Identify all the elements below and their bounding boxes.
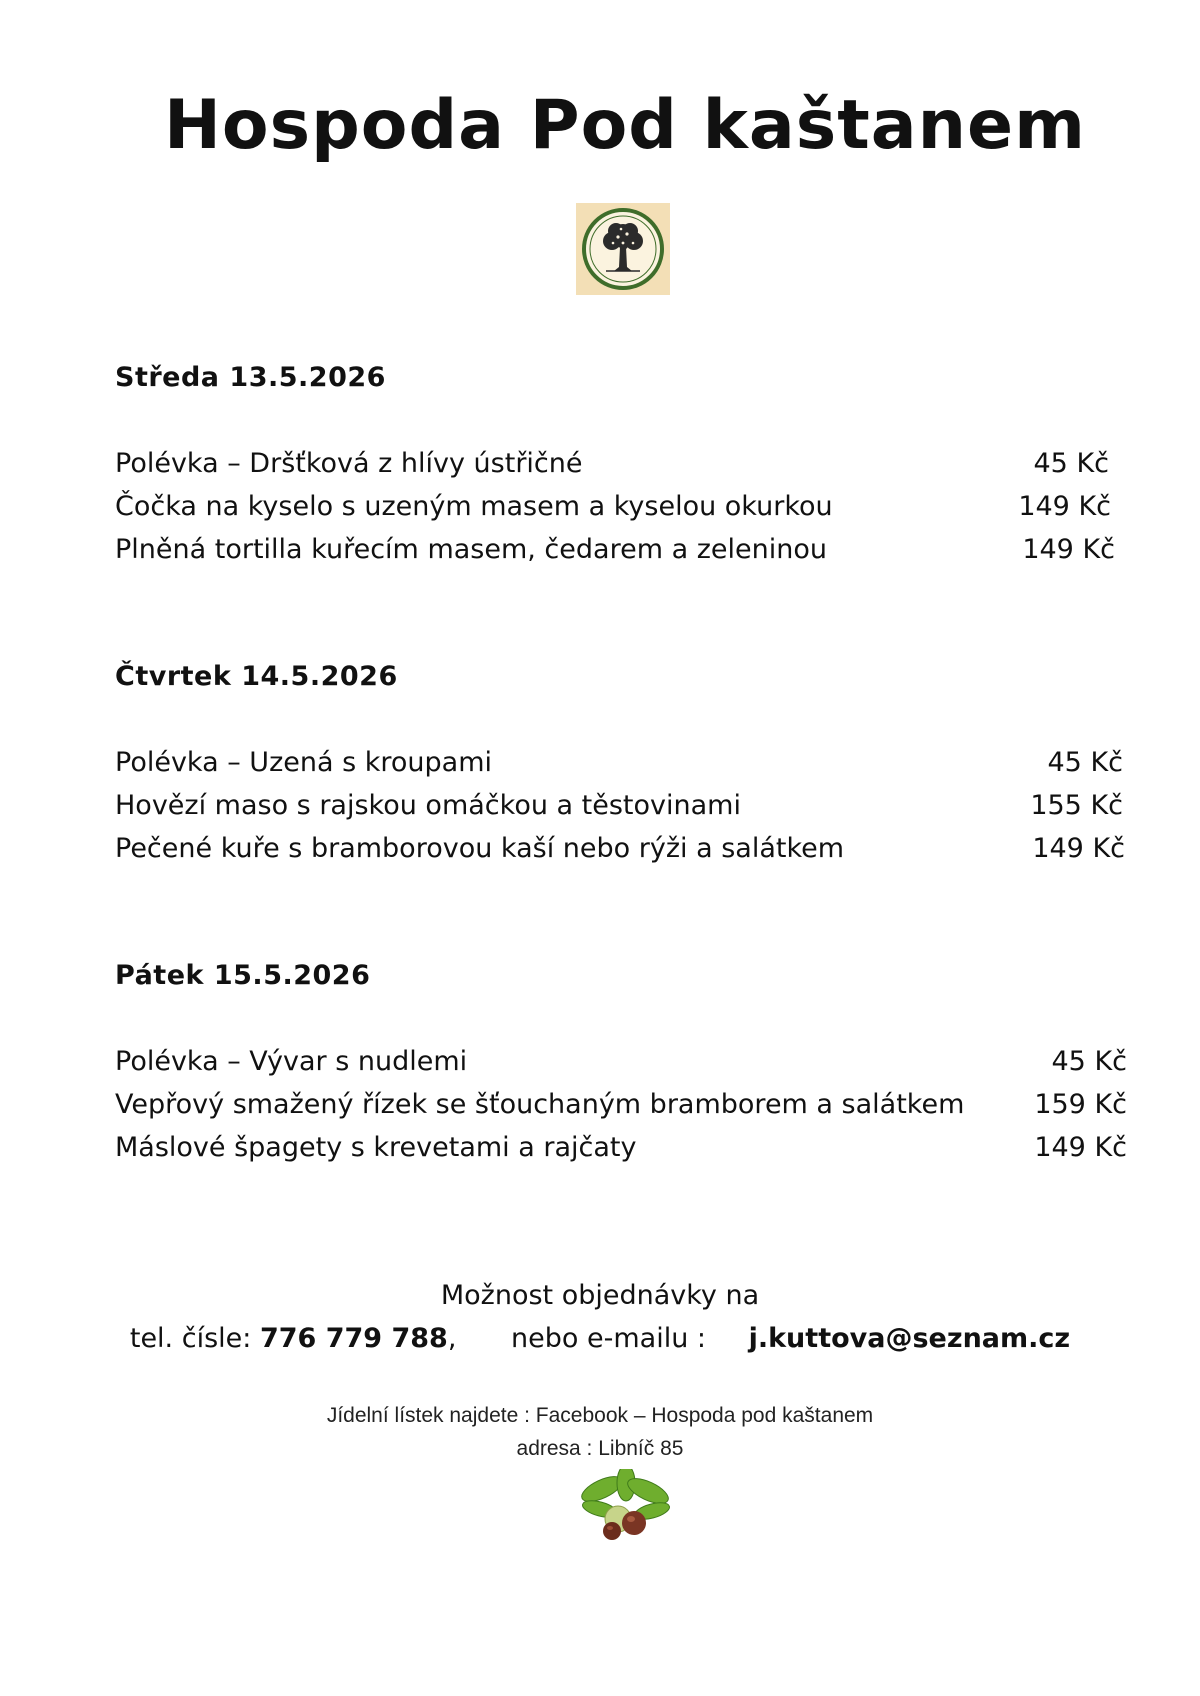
phone-label: tel. čísle: xyxy=(129,1323,252,1354)
menu-item xyxy=(115,1089,1125,1132)
day-heading: Středa 13.5.2026 xyxy=(115,362,386,393)
dish-name: Polévka – Uzená s kroupami xyxy=(115,747,492,778)
dish-price: 149 Kč xyxy=(1034,1132,1127,1163)
menu-item xyxy=(115,833,1125,876)
day-section-friday xyxy=(115,960,1125,1175)
dish-name: Polévka – Dršťková z hlívy ústřičné xyxy=(115,448,583,479)
dish-price: 149 Kč xyxy=(1022,534,1115,565)
facebook-note: Jídelní lístek najdete : Facebook – Hospoda pod kaštanem xyxy=(326,1404,874,1427)
email-address[interactable]: j.kuttova@seznam.cz xyxy=(748,1323,1071,1354)
dish-name: Pečené kuře s bramborovou kaší nebo rýži a salátkem xyxy=(115,833,845,864)
dish-price: 45 Kč xyxy=(1047,747,1123,778)
day-heading: Čtvrtek 14.5.2026 xyxy=(115,661,398,692)
page-title: Hospoda Pod kaštanem xyxy=(164,86,1086,165)
dish-price: 149 Kč xyxy=(1032,833,1125,864)
dish-price: 159 Kč xyxy=(1034,1089,1127,1120)
contact-line xyxy=(0,1323,1200,1366)
footer xyxy=(0,1404,1200,1470)
phone-separator: , xyxy=(447,1323,457,1354)
address: adresa : Libníč 85 xyxy=(516,1437,684,1460)
dish-name: Hovězí maso s rajskou omáčkou a těstovinami xyxy=(115,790,741,821)
dish-name: Vepřový smažený řízek se šťouchaným bramborem a salátkem xyxy=(115,1089,965,1120)
menu-item xyxy=(115,534,1125,577)
day-section-wednesday xyxy=(115,362,1125,577)
chestnut-tree-logo-icon xyxy=(576,203,670,295)
menu-item xyxy=(115,491,1125,534)
menu-item xyxy=(115,1132,1125,1175)
day-section-thursday xyxy=(115,661,1125,876)
dish-name: Polévka – Vývar s nudlemi xyxy=(115,1046,468,1077)
dish-price: 45 Kč xyxy=(1033,448,1109,479)
order-info xyxy=(0,1280,1200,1366)
order-heading: Možnost objednávky na xyxy=(440,1280,760,1311)
menu-item xyxy=(115,747,1125,790)
email-label: nebo e-mailu : xyxy=(511,1323,706,1354)
dish-price: 45 Kč xyxy=(1051,1046,1127,1077)
chestnut-leaf-icon xyxy=(572,1469,678,1545)
dish-name: Čočka na kyselo s uzeným masem a kyselou okurkou xyxy=(115,491,833,522)
dish-name: Máslové špagety s krevetami a rajčaty xyxy=(115,1132,637,1163)
dish-price: 149 Kč xyxy=(1018,491,1111,522)
dish-name: Plněná tortilla kuřecím masem, čedarem a zeleninou xyxy=(115,534,827,565)
menu-item xyxy=(115,1046,1125,1089)
menu-item xyxy=(115,790,1125,833)
dish-price: 155 Kč xyxy=(1030,790,1123,821)
menu-item xyxy=(115,448,1125,491)
day-heading: Pátek 15.5.2026 xyxy=(115,960,371,991)
phone-number[interactable]: 776 779 788 xyxy=(259,1323,448,1354)
